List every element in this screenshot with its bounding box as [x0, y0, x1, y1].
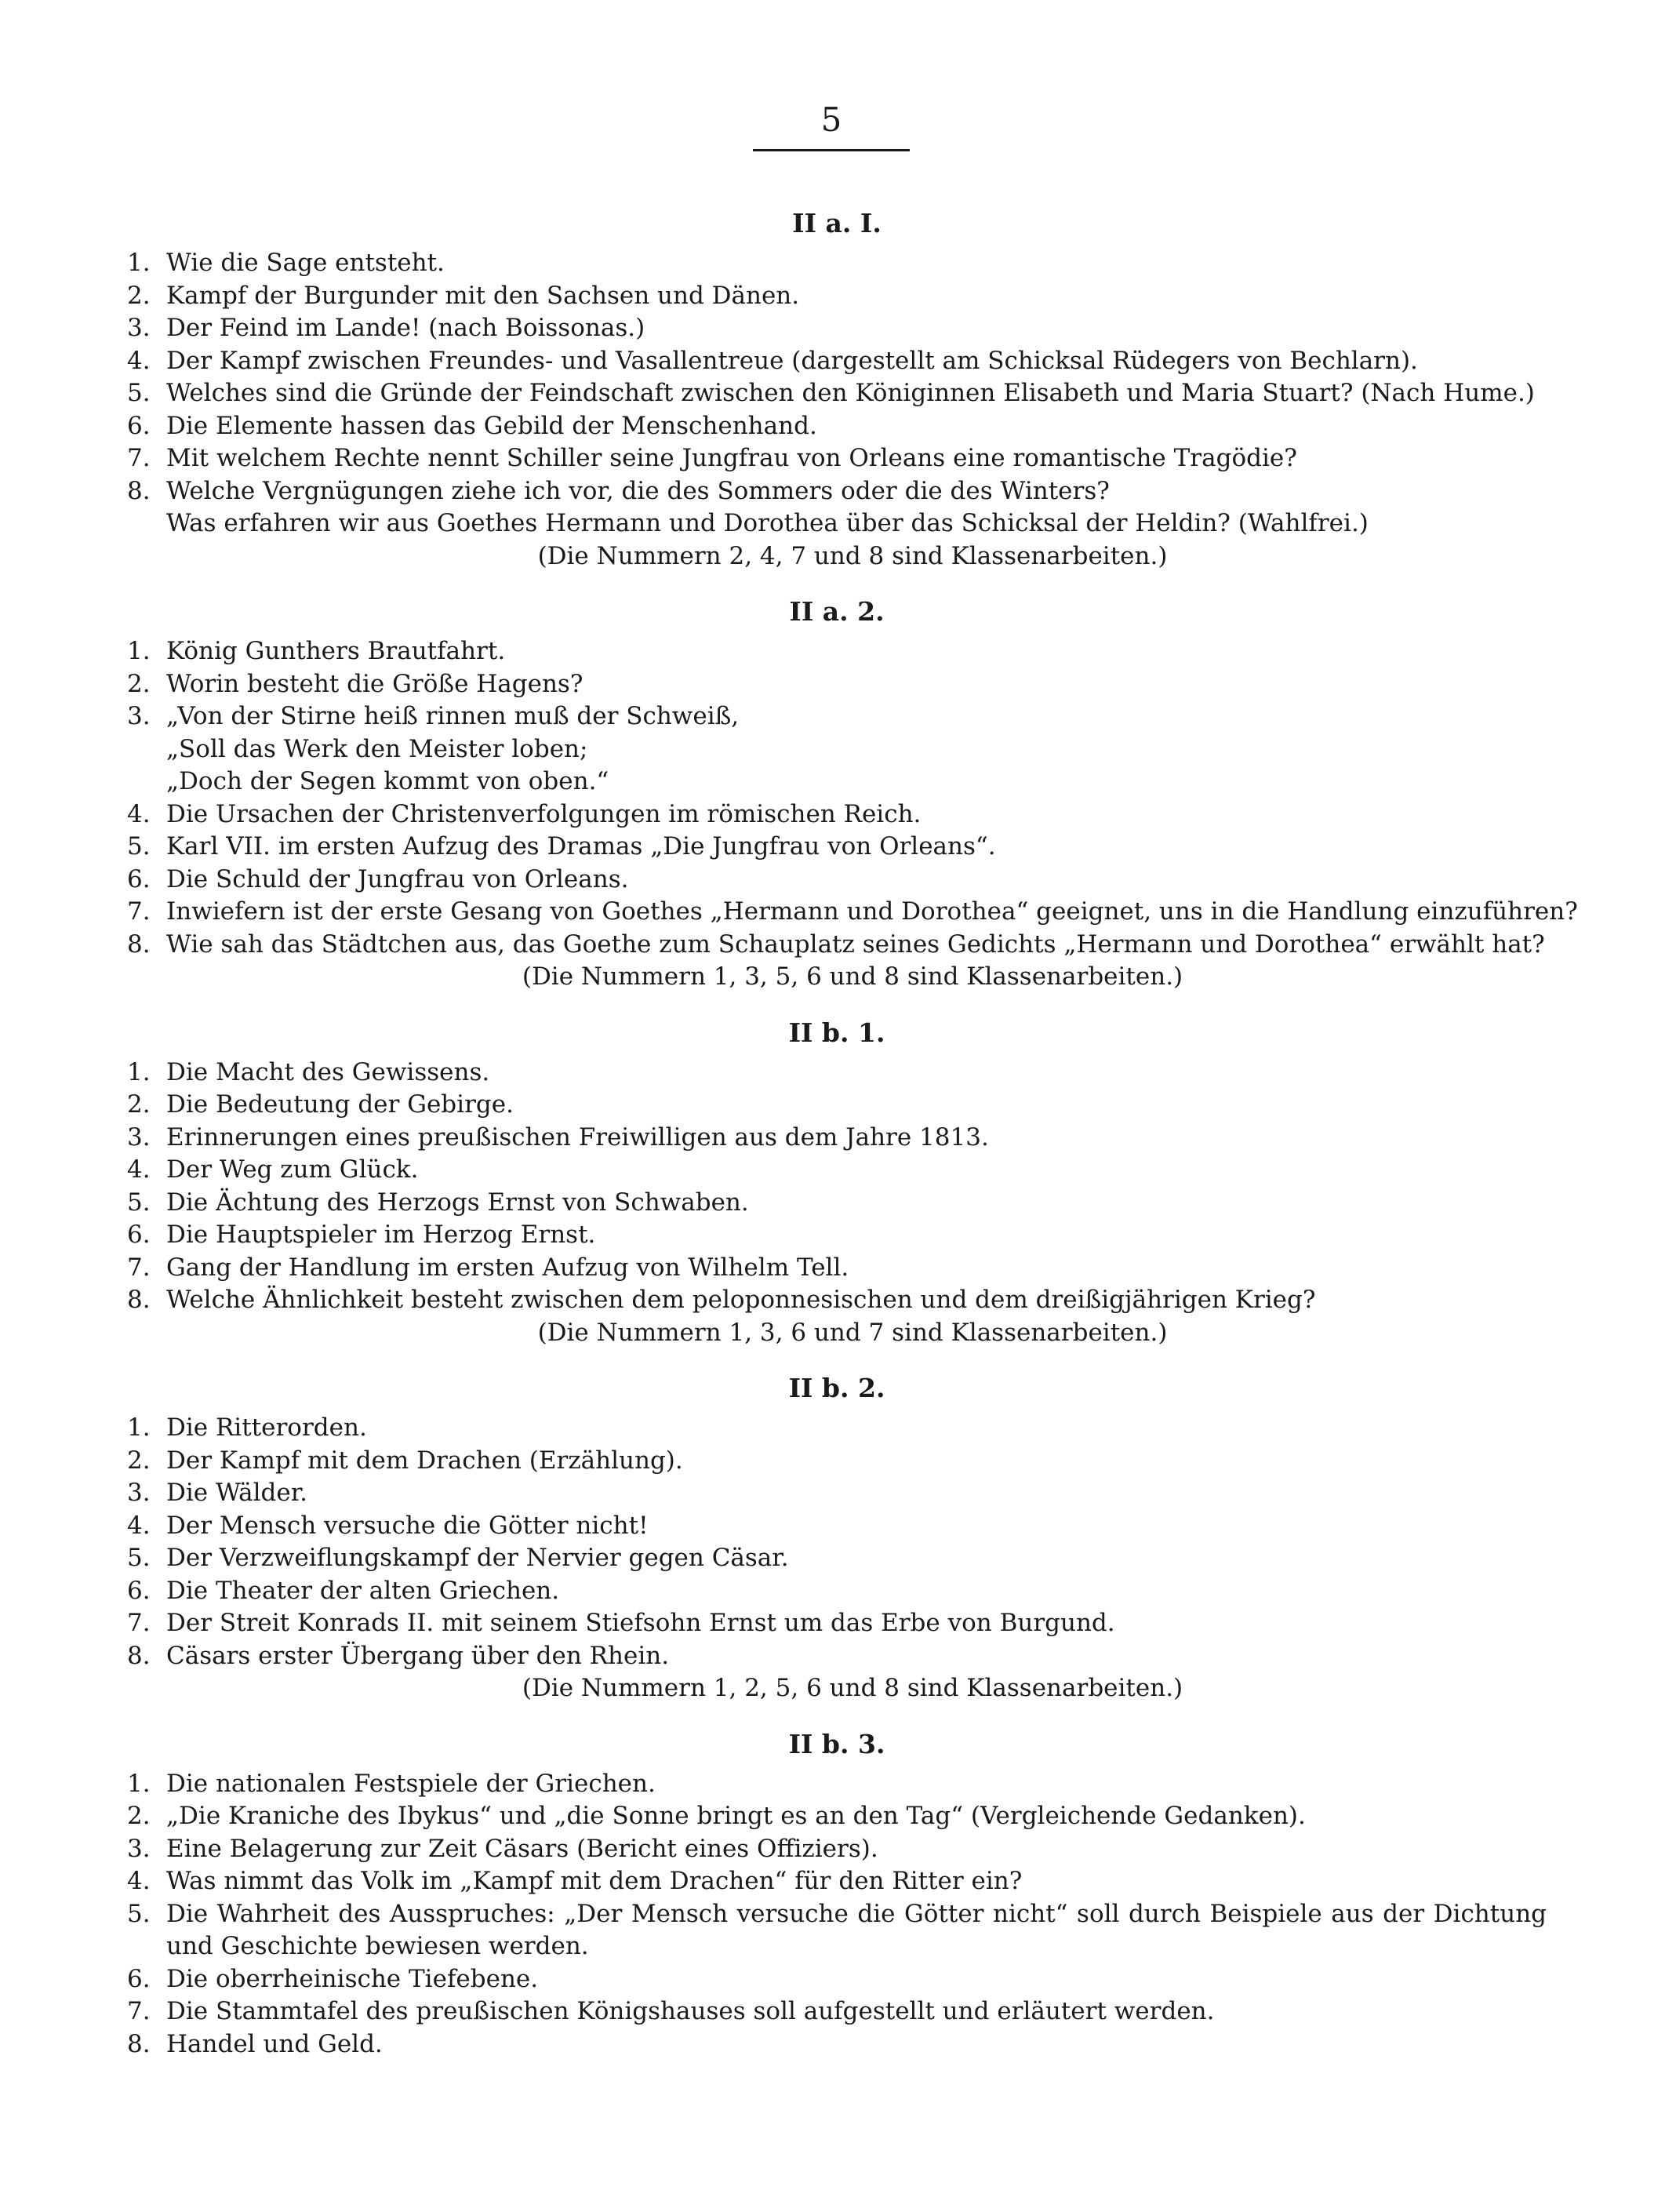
item-number: 6. — [127, 411, 151, 440]
item-text: Der Weg zum Glück. — [166, 1155, 419, 1184]
item-number: 4. — [127, 1867, 151, 1895]
item-text: Die Wahrheit des Ausspruches: „Der Mensch versuche die Götter nicht“ soll durch Beispiele aus der Dichtung und Geschichte bewiesen werden. — [166, 1899, 1547, 1960]
item-number: 1. — [127, 1769, 151, 1798]
list-item — [127, 1833, 1547, 1866]
item-text: Die Theater der alten Griechen. — [166, 1576, 560, 1605]
item-number: 5. — [127, 1188, 151, 1217]
section-iib-3 — [127, 1721, 1547, 2061]
item-text: Handel und Geld. — [166, 2029, 383, 2058]
list-item — [127, 1607, 1547, 1640]
list-item — [127, 1187, 1547, 1220]
item-number: 5. — [127, 1544, 151, 1572]
optional-topic: Was erfahren wir aus Goethes Hermann und Dorothea über das Schicksal der Heldin? (Wahlfrei.) — [166, 509, 1369, 537]
list-item — [127, 1800, 1547, 1833]
item-text: Gang der Handlung im ersten Aufzug von Wilhelm Tell. — [166, 1253, 849, 1282]
item-number: 8. — [127, 1641, 151, 1670]
item-number: 3. — [127, 1122, 151, 1151]
section-heading: II a. 2. — [789, 596, 885, 627]
list-item — [127, 700, 1547, 733]
item-number: 3. — [127, 702, 151, 730]
item-text: Was nimmt das Volk im „Kampf mit dem Drachen“ für den Ritter ein? — [166, 1867, 1023, 1895]
quote-line: „Soll das Werk den Meister loben; — [166, 734, 588, 763]
item-number: 1. — [127, 249, 151, 277]
list-item — [127, 377, 1547, 410]
item-number: 5. — [127, 379, 151, 407]
list-item — [127, 442, 1547, 475]
item-text: Der Mensch versuche die Götter nicht! — [166, 1511, 649, 1540]
list-item — [127, 1284, 1547, 1317]
list-item — [127, 1963, 1547, 1996]
list-item — [127, 1445, 1547, 1478]
item-number: 6. — [127, 1221, 151, 1249]
list-item — [127, 1768, 1547, 1801]
item-text: Der Streit Konrads II. mit seinem Stiefsohn Ernst um das Erbe von Burgund. — [166, 1609, 1115, 1637]
item-number: 4. — [127, 1511, 151, 1540]
list-item — [127, 1542, 1547, 1575]
item-text: „Die Kraniche des Ibykus“ und „die Sonne bringt es an den Tag“ (Vergleichende Gedanken). — [166, 1802, 1306, 1830]
list-item — [127, 2028, 1547, 2061]
item-text: Welches sind die Gründe der Feindschaft zwischen den Königinnen Elisabeth und Maria Stuart? (Nach Hume.) — [166, 379, 1535, 407]
list-item — [127, 668, 1547, 701]
list-item — [127, 635, 1547, 668]
item-text: Wie sah das Städtchen aus, das Goethe zum Schauplatz seines Gedichts „Hermann und Dorothea“ erwählt hat? — [166, 930, 1545, 959]
item-number: 3. — [127, 1834, 151, 1863]
item-number: 1. — [127, 637, 151, 665]
item-number: 6. — [127, 864, 151, 893]
item-text: Der Verzweiflungskampf der Nervier gegen Cäsar. — [166, 1544, 789, 1572]
list-item — [127, 345, 1547, 378]
list-item — [127, 1510, 1547, 1543]
item-number: 3. — [127, 314, 151, 342]
section-heading: II a. I. — [792, 208, 882, 238]
list-item — [127, 475, 1547, 508]
page-number: 5 — [820, 100, 842, 139]
item-number: 2. — [127, 1446, 151, 1475]
item-text: „Von der Stirne heiß rinnen muß der Schweiß, — [166, 702, 740, 730]
item-text: Inwiefern ist der erste Gesang von Goethes „Hermann und Dorothea“ geeignet, uns in die Handlung einzuführen? — [166, 897, 1578, 926]
document-content — [127, 200, 1578, 2076]
list-item — [127, 831, 1547, 864]
list-item — [127, 929, 1547, 962]
item-number: 2. — [127, 281, 151, 310]
list-item — [127, 864, 1547, 897]
list-item — [127, 1219, 1547, 1252]
section-heading: II b. 2. — [788, 1373, 885, 1403]
item-text: Die oberrheinische Tiefebene. — [166, 1964, 539, 1993]
item-text: Der Kampf zwischen Freundes- und Vasallentreue (dargestellt am Schicksal Rüdegers von Bechlarn). — [166, 346, 1418, 375]
item-text: Der Feind im Lande! (nach Boissonas.) — [166, 314, 645, 342]
item-text: Cäsars erster Übergang über den Rhein. — [166, 1641, 670, 1670]
item-number: 1. — [127, 1413, 151, 1442]
item-text: Der Kampf mit dem Drachen (Erzählung). — [166, 1446, 683, 1475]
item-number: 7. — [127, 444, 151, 472]
item-text: Die Bedeutung der Gebirge. — [166, 1090, 514, 1119]
list-item — [127, 799, 1547, 831]
list-item — [127, 1412, 1547, 1445]
list-item — [127, 280, 1547, 313]
item-text: Karl VII. im ersten Aufzug des Dramas „Die Jungfrau von Orleans“. — [166, 832, 996, 860]
item-number: 8. — [127, 476, 151, 505]
item-number: 7. — [127, 1609, 151, 1637]
item-number: 2. — [127, 1090, 151, 1119]
list-item — [127, 1575, 1547, 1608]
item-text: Die Ritterorden. — [166, 1413, 367, 1442]
item-text: Die Schuld der Jungfrau von Orleans. — [166, 864, 629, 893]
item-text: Erinnerungen eines preußischen Freiwilligen aus dem Jahre 1813. — [166, 1122, 989, 1151]
item-text: Kampf der Burgunder mit den Sachsen und Dänen. — [166, 281, 800, 310]
item-number: 6. — [127, 1964, 151, 1993]
item-text: Die Stammtafel des preußischen Königshauses soll aufgestellt und erläutert werden. — [166, 1997, 1215, 2025]
item-text: Die Elemente hassen das Gebild der Menschenhand. — [166, 411, 817, 440]
list-item — [127, 312, 1547, 345]
quote-line: „Doch der Segen kommt von oben.“ — [166, 767, 609, 795]
section-note: (Die Nummern 2, 4, 7 und 8 sind Klassenarbeiten.) — [537, 541, 1168, 570]
list-item — [127, 247, 1547, 280]
list-item — [127, 1996, 1547, 2028]
item-number: 8. — [127, 2029, 151, 2058]
item-text: Die Ursachen der Christenverfolgungen im römischen Reich. — [166, 799, 922, 828]
section-iib-1 — [127, 1010, 1547, 1350]
section-heading: II b. 1. — [788, 1017, 885, 1048]
item-text: Worin besteht die Größe Hagens? — [166, 669, 583, 698]
item-number: 4. — [127, 799, 151, 828]
section-iia-2 — [127, 588, 1578, 994]
item-text: Die nationalen Festspiele der Griechen. — [166, 1769, 656, 1798]
item-number: 3. — [127, 1479, 151, 1507]
item-number: 2. — [127, 669, 151, 698]
item-number: 2. — [127, 1802, 151, 1830]
list-item — [127, 1252, 1547, 1285]
list-item — [127, 1057, 1547, 1090]
item-number: 4. — [127, 346, 151, 375]
section-note: (Die Nummern 1, 3, 5, 6 und 8 sind Klassenarbeiten.) — [522, 962, 1183, 991]
list-item — [127, 1089, 1547, 1122]
item-number: 4. — [127, 1155, 151, 1184]
list-item — [127, 1477, 1547, 1510]
list-item — [127, 1154, 1547, 1187]
list-item — [127, 1898, 1547, 1963]
item-number: 7. — [127, 897, 151, 926]
list-item — [127, 1640, 1547, 1673]
item-number: 5. — [127, 832, 151, 860]
section-iia-1 — [127, 200, 1547, 573]
section-note: (Die Nummern 1, 2, 5, 6 und 8 sind Klassenarbeiten.) — [522, 1674, 1183, 1702]
item-text: Welche Ähnlichkeit besteht zwischen dem peloponnesischen und dem dreißigjährigen Krieg? — [166, 1286, 1316, 1314]
section-heading: II b. 3. — [788, 1728, 885, 1759]
item-text: Die Macht des Gewissens. — [166, 1057, 490, 1086]
item-text: König Gunthers Brautfahrt. — [166, 637, 506, 665]
item-text: Wie die Sage entsteht. — [166, 249, 445, 277]
list-item — [127, 896, 1578, 929]
item-text: Die Hauptspieler im Herzog Ernst. — [166, 1221, 596, 1249]
item-text: Die Wälder. — [166, 1479, 307, 1507]
item-number: 1. — [127, 1057, 151, 1086]
section-iib-2 — [127, 1365, 1547, 1705]
list-item — [127, 1122, 1547, 1155]
item-number: 6. — [127, 1576, 151, 1605]
item-text: Eine Belagerung zur Zeit Cäsars (Bericht eines Offiziers). — [166, 1834, 878, 1863]
page-number-rule — [753, 149, 910, 151]
item-number: 7. — [127, 1997, 151, 2025]
list-item — [127, 410, 1547, 443]
item-text: Mit welchem Rechte nennt Schiller seine Jungfrau von Orleans eine romantische Tragödie? — [166, 444, 1297, 472]
item-number: 5. — [127, 1899, 151, 1928]
item-text: Die Ächtung des Herzogs Ernst von Schwaben. — [166, 1188, 749, 1217]
list-item — [127, 1865, 1547, 1898]
item-text: Welche Vergnügungen ziehe ich vor, die des Sommers oder die des Winters? — [166, 476, 1110, 505]
section-note: (Die Nummern 1, 3, 6 und 7 sind Klassenarbeiten.) — [537, 1318, 1168, 1347]
item-number: 8. — [127, 1286, 151, 1314]
item-number: 8. — [127, 930, 151, 959]
item-number: 7. — [127, 1253, 151, 1282]
